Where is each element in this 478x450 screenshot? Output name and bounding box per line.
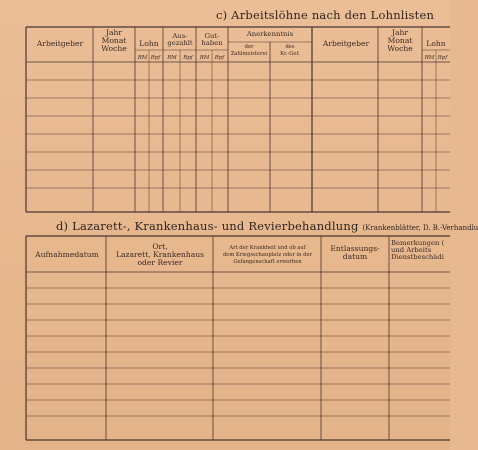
section-c-title: c) Arbeitslöhne nach den Lohnlisten — [216, 8, 435, 22]
section-c-grid — [26, 27, 450, 212]
col-anerkenntnis: Anerkenntnis — [246, 30, 294, 38]
col-anerkenntnis-der: der — [244, 44, 254, 50]
lohn2-rm: RM — [424, 55, 435, 61]
col-aufnahmedatum: Aufnahmedatum — [35, 250, 99, 259]
ausgezahlt-rpf: Rpf — [183, 55, 193, 61]
col-art: Art der Krankheit und ob auf dem Kriegsschauplatz oder in der Gefangenschaft erworben — [222, 245, 313, 266]
col-arbeitgeber-2: Arbeitgeber — [322, 39, 370, 48]
col-arbeitgeber: Arbeitgeber — [36, 39, 84, 48]
lohn2-rpf: Rpf — [437, 55, 448, 61]
section-d-note: (Krankenblätter, D. B.-Verhandlu — [362, 224, 478, 232]
section-d-title-text: d) Lazarett-, Krankenhaus- und Revierbehandlung — [56, 219, 359, 233]
col-anerkenntnis-krgef: Kr.-Gef. — [280, 51, 300, 57]
col-jahr-2: Jahr Monat Woche — [387, 28, 413, 53]
guthaben-rm: RM — [199, 55, 210, 61]
col-anerkenntnis-zahlmeisterei: Zahlmeisterei — [230, 51, 268, 57]
col-ausgezahlt: Aus- gezahlt — [167, 32, 193, 48]
col-jahr: Jahr Monat Woche — [101, 28, 127, 53]
lohn-rm: RM — [137, 55, 148, 61]
section-d-grid — [26, 236, 450, 440]
col-guthaben: Gut- haben — [201, 32, 223, 48]
guthaben-rpf: Rpf — [214, 55, 225, 61]
col-bemerkungen: Bemerkungen ( und Arbeits Dienstbeschädi — [391, 239, 445, 262]
col-lohn: Lohn — [139, 39, 159, 48]
col-anerkenntnis-des: des — [285, 44, 295, 50]
col-entlassung: Entlassungs- datum — [330, 244, 380, 261]
lohn-rpf: Rpf — [150, 55, 161, 61]
col-lohn-2: Lohn — [426, 39, 446, 48]
ausgezahlt-rm: RM — [167, 55, 177, 61]
col-ort: Ort, Lazarett, Krankenhaus oder Revier — [115, 242, 205, 267]
